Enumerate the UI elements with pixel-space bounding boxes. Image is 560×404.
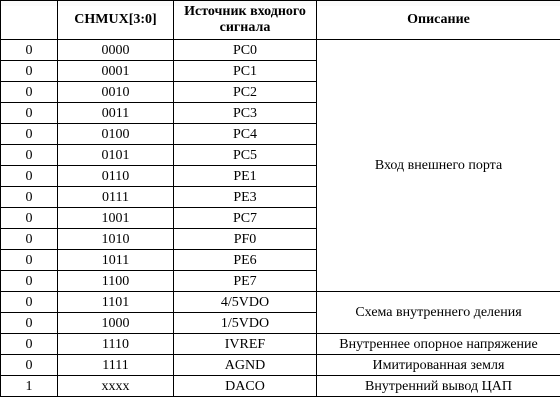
cell-description-internal-divider: Схема внутреннего деления (317, 292, 560, 334)
cell-source: PE7 (174, 271, 317, 292)
cell-description-internal-reference: Внутреннее опорное напряжение (317, 334, 560, 355)
cell-chmux: 0101 (58, 145, 174, 166)
cell-bit: 0 (1, 124, 58, 145)
cell-source: IVREF (174, 334, 317, 355)
cell-description-simulated-ground: Имитированная земля (317, 355, 560, 376)
cell-bit: 0 (1, 250, 58, 271)
cell-chmux: 0111 (58, 187, 174, 208)
table-row (1, 334, 560, 355)
cell-bit: 0 (1, 187, 58, 208)
cell-chmux: 1000 (58, 313, 174, 334)
cell-bit: 0 (1, 271, 58, 292)
cell-source: PE1 (174, 166, 317, 187)
cell-bit: 0 (1, 334, 58, 355)
cell-source: 4/5VDO (174, 292, 317, 313)
cell-bit: 1 (1, 376, 58, 397)
cell-chmux: 1100 (58, 271, 174, 292)
header-chmux: CHMUX[3:0] (58, 1, 174, 40)
cell-chmux: 0110 (58, 166, 174, 187)
cell-source: PC3 (174, 103, 317, 124)
cell-chmux: xxxx (58, 376, 174, 397)
table-row (1, 376, 560, 397)
cell-bit: 0 (1, 166, 58, 187)
cell-source: PC2 (174, 82, 317, 103)
cell-bit: 0 (1, 292, 58, 313)
cell-description-external-port: Вход внешнего порта (317, 40, 560, 292)
cell-chmux: 0100 (58, 124, 174, 145)
header-bit (1, 1, 58, 40)
cell-description-internal-dac-output: Внутренний вывод ЦАП (317, 376, 560, 397)
header-description: Описание (317, 1, 560, 40)
cell-source: 1/5VDO (174, 313, 317, 334)
cell-bit: 0 (1, 145, 58, 166)
cell-source: PF0 (174, 229, 317, 250)
cell-bit: 0 (1, 103, 58, 124)
cell-chmux: 0011 (58, 103, 174, 124)
cell-source: PC0 (174, 40, 317, 61)
cell-source: PE6 (174, 250, 317, 271)
cell-source: AGND (174, 355, 317, 376)
cell-bit: 0 (1, 313, 58, 334)
cell-source: PC5 (174, 145, 317, 166)
table-row (1, 292, 560, 313)
cell-bit: 0 (1, 61, 58, 82)
cell-chmux: 0000 (58, 40, 174, 61)
table-row (1, 40, 560, 61)
cell-chmux: 1011 (58, 250, 174, 271)
cell-source: DACO (174, 376, 317, 397)
table-row (1, 355, 560, 376)
header-source: Источник входного сигнала (174, 1, 317, 40)
cell-source: PC4 (174, 124, 317, 145)
cell-bit: 0 (1, 40, 58, 61)
cell-chmux: 1110 (58, 334, 174, 355)
cell-bit: 0 (1, 82, 58, 103)
cell-bit: 0 (1, 355, 58, 376)
cell-chmux: 0001 (58, 61, 174, 82)
cell-source: PE3 (174, 187, 317, 208)
cell-source: PC7 (174, 208, 317, 229)
cell-chmux: 0010 (58, 82, 174, 103)
cell-chmux: 1101 (58, 292, 174, 313)
cell-chmux: 1010 (58, 229, 174, 250)
cell-chmux: 1111 (58, 355, 174, 376)
header-row (1, 1, 560, 40)
cell-bit: 0 (1, 229, 58, 250)
cell-source: PC1 (174, 61, 317, 82)
cell-chmux: 1001 (58, 208, 174, 229)
cell-bit: 0 (1, 208, 58, 229)
